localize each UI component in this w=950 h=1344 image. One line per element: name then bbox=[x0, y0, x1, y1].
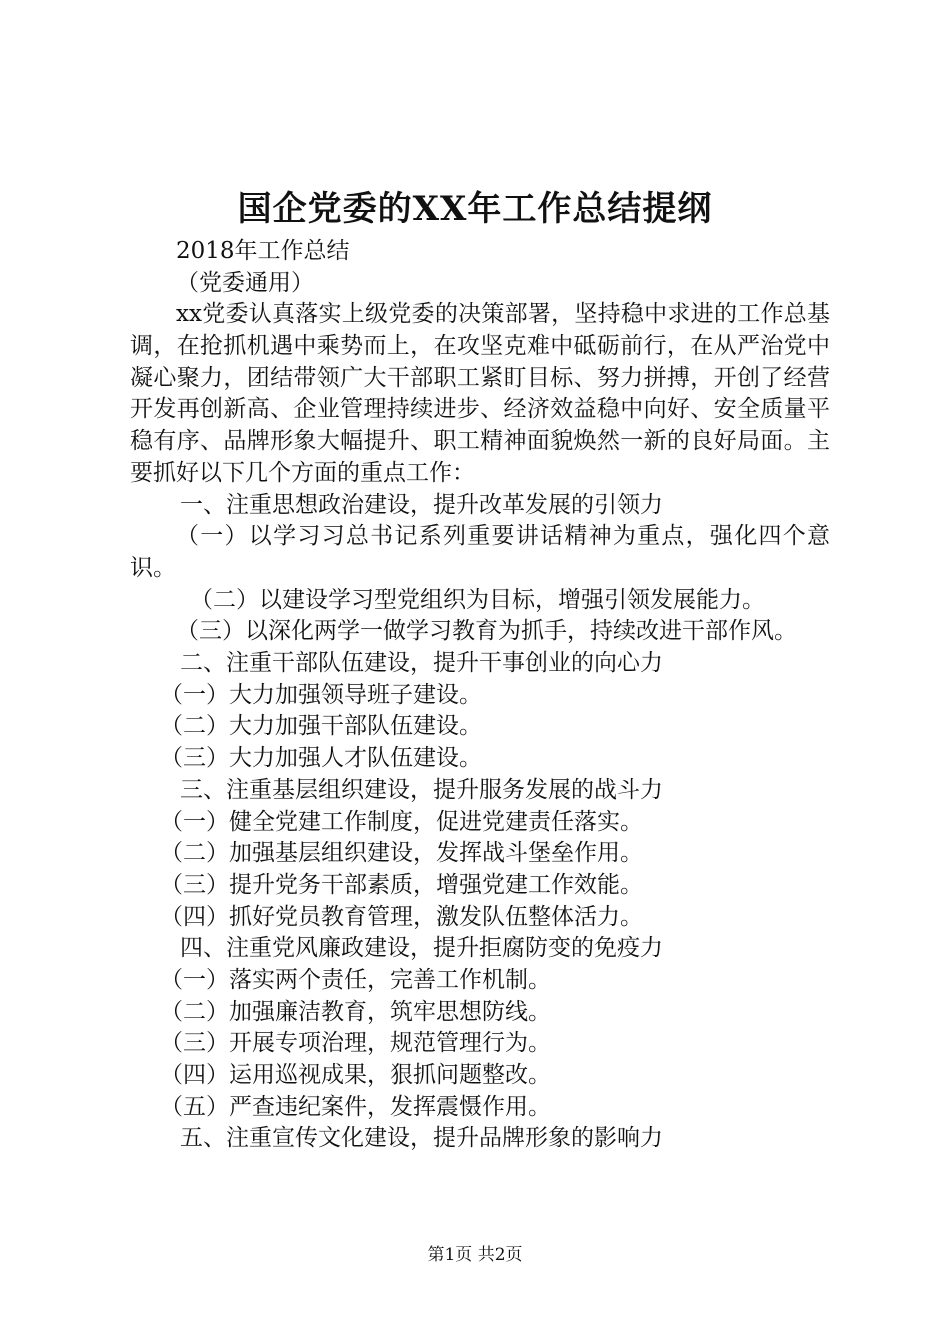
section-3-item-1: （一）健全党建工作制度，促进党建责任落实。 bbox=[160, 808, 643, 835]
section-heading-2: 二、注重干部队伍建设，提升干事创业的向心力 bbox=[180, 650, 663, 677]
document-subtitle: 2018年工作总结 bbox=[176, 238, 350, 264]
section-1-item-2: （二）以建设学习型党组织为目标，增强引领发展能力。 bbox=[190, 586, 765, 613]
document-title: 国企党委的XX年工作总结提纲 bbox=[237, 189, 713, 229]
section-heading-1: 一、注重思想政治建设，提升改革发展的引领力 bbox=[180, 491, 663, 518]
section-1-item-1: （一）以学习习总书记系列重要讲话精神为重点，强化四个意识。 bbox=[130, 523, 830, 581]
section-4-item-2: （二）加强廉洁教育，筑牢思想防线。 bbox=[160, 998, 551, 1025]
section-2-item-2: （二）大力加强干部队伍建设。 bbox=[160, 713, 482, 740]
document-body bbox=[130, 236, 830, 1155]
section-2-item-3: （三）大力加强人才队伍建设。 bbox=[160, 745, 482, 772]
section-heading-3: 三、注重基层组织建设，提升服务发展的战斗力 bbox=[180, 776, 663, 803]
section-4-item-4: （四）运用巡视成果，狠抓问题整改。 bbox=[160, 1062, 551, 1089]
section-4-item-3: （三）开展专项治理，规范管理行为。 bbox=[160, 1030, 551, 1057]
section-4-item-5: （五）严查违纪案件，发挥震慑作用。 bbox=[160, 1093, 551, 1120]
section-3-item-4: （四）抓好党员教育管理，激发队伍整体活力。 bbox=[160, 903, 643, 930]
section-2-item-1: （一）大力加强领导班子建设。 bbox=[160, 681, 482, 708]
section-heading-5: 五、注重宣传文化建设，提升品牌形象的影响力 bbox=[180, 1125, 663, 1152]
page-number: 第1页 共2页 bbox=[427, 1245, 523, 1265]
section-3-item-3: （三）提升党务干部素质，增强党建工作效能。 bbox=[160, 871, 643, 898]
document-note: （党委通用） bbox=[176, 269, 314, 296]
intro-paragraph: xx党委认真落实上级党委的决策部署，坚持稳中求进的工作总基调，在抢抓机遇中乘势而上，在攻坚克难中砥砺前行，在从严治党中凝心聚力，团结带领广大干部职工紧盯目标、努力拼搏，开创了经营开发再创新高、企业管理持续进步、经济效益稳中向好、安全质量平稳有序、品牌形象大幅提升、职工精神面貌焕然一新的良好局面。主要抓好以下几个方面的重点工作： bbox=[130, 301, 830, 486]
section-3-item-2: （二）加强基层组织建设，发挥战斗堡垒作用。 bbox=[160, 840, 643, 867]
section-1-item-3: （三）以深化两学一做学习教育为抓手，持续改进干部作风。 bbox=[176, 618, 797, 645]
section-heading-4: 四、注重党风廉政建设，提升拒腐防变的免疫力 bbox=[180, 935, 663, 962]
section-4-item-1: （一）落实两个责任，完善工作机制。 bbox=[160, 966, 551, 993]
